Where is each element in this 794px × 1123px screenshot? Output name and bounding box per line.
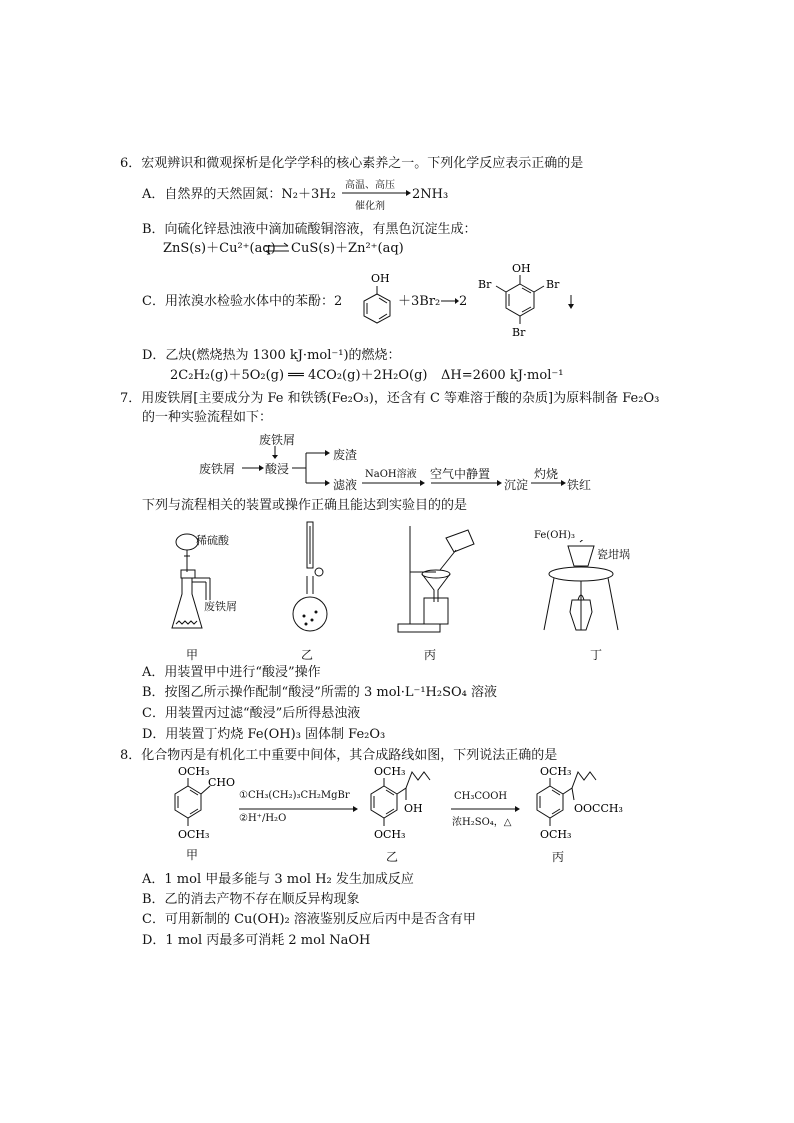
br-left: Br: [478, 278, 492, 291]
jia-acid-label: 稀硫酸: [196, 534, 229, 547]
q7-option-a: A．用装置甲中进行“酸浸”操作: [142, 665, 321, 680]
phenol-structure: [355, 270, 401, 330]
flow-acid-leach: 酸浸: [265, 462, 290, 476]
bing-ome-bottom: OCH₃: [540, 828, 572, 841]
jia-ome-bottom: OCH₃: [178, 828, 210, 841]
step1-reagent-top: ①CH₃(CH₂)₃CH₂MgBr: [239, 790, 350, 801]
flow-arrow-naoh: [361, 478, 427, 488]
yi-oh: OH: [404, 802, 423, 815]
label-yi: 乙: [301, 648, 314, 662]
tribromophenol-oh: OH: [512, 262, 531, 275]
q6-a-condition-top: 高温、高压: [345, 180, 395, 191]
br-right: Br: [546, 278, 560, 291]
flow-down-arrow: [270, 446, 280, 460]
flow-branch: [292, 448, 332, 490]
label-jia: 甲: [186, 648, 199, 662]
q7-option-b: B．按图乙所示操作配制“酸浸”所需的 3 mol·L⁻¹H₂SO₄ 溶液: [142, 685, 497, 700]
q7-stem-line2: 的一种实验流程如下：: [142, 410, 273, 425]
jia-scrap-label: 废铁屑: [204, 600, 237, 613]
label-ding: 丁: [590, 648, 603, 662]
flow-arrow-burn: [530, 478, 568, 488]
flow-arrow-1: [241, 462, 265, 474]
flow-naoh: NaOH溶液: [365, 469, 417, 480]
q6-d-equation: 2C₂H₂(g)＋5O₂(g) ══ 4CO₂(g)＋2H₂O(g): [170, 368, 428, 383]
q6-c-reagent: ＋3Br₂: [398, 294, 441, 309]
q8-option-c: C．可用新制的 Cu(OH)₂ 溶液鉴别反应后丙中是否含有甲: [142, 912, 476, 927]
q8-option-a: A．1 mol 甲最多能与 3 mol H₂ 发生加成反应: [142, 872, 414, 887]
q6-a-arrow: [340, 189, 412, 197]
jia-cho: CHO: [208, 776, 236, 789]
ding-feoh-label: Fe(OH)₃: [534, 530, 576, 541]
compound-jia: [164, 764, 244, 854]
q7-option-c: C．用装置丙过滤“酸浸”后所得悬浊液: [142, 706, 361, 721]
q8-option-d: D．1 mol 丙最多可消耗 2 mol NaOH: [142, 933, 371, 948]
bing-ester: OOCCH₃: [574, 802, 623, 815]
flow-product: 铁红: [567, 478, 592, 492]
br-bottom: Br: [512, 326, 526, 339]
q6-a-product: 2NH₃: [412, 187, 449, 202]
q6-d-enthalpy: ΔH=2600 kJ·mol⁻¹: [441, 368, 564, 383]
precipitate-arrow: [566, 294, 576, 310]
apparatus-bing: [396, 520, 480, 636]
q7-stem-line1: 7．用废铁屑[主要成分为 Fe 和铁锈(Fe₂O₃)，还含有 C 等难溶于酸的杂质]为原料制备 Fe₂O₃: [120, 391, 660, 406]
q6-option-b: B．向硫化锌悬浊液中滴加硫酸铜溶液，有黑色沉淀生成：: [142, 222, 477, 237]
compound-jia-label: 甲: [186, 848, 199, 862]
jia-ome-top: OCH₃: [178, 765, 210, 778]
flow-top-scrap: 废铁屑: [259, 433, 296, 447]
q6-stem: 6．宏观辨识和微观探析是化学学科的核心素养之一。下列化学反应表示正确的是: [120, 156, 584, 171]
ding-crucible-label: 瓷坩埚: [597, 548, 630, 561]
phenol-oh: OH: [371, 272, 390, 285]
step2-reagent-top: CH₃COOH: [454, 791, 508, 802]
q6-b-equation-right: CuS(s)＋Zn²⁺(aq): [291, 241, 404, 256]
step1-reagent-bottom: ②H⁺/H₂O: [239, 813, 287, 824]
flow-precipitate: 沉淀: [504, 478, 529, 492]
q6-b-equation-left: ZnS(s)＋Cu²⁺(aq): [163, 241, 276, 256]
q6-option-d: D．乙炔(燃烧热为 1300 kJ·mol⁻¹)的燃烧：: [142, 348, 401, 363]
q7-option-d: D．用装置丁灼烧 Fe(OH)₃ 固体制 Fe₂O₃: [142, 727, 386, 742]
flow-start: 废铁屑: [199, 462, 236, 476]
q6-c-coefficient: 2: [459, 294, 468, 309]
yi-ome-top: OCH₃: [374, 765, 406, 778]
compound-bing-label: 丙: [552, 850, 565, 864]
q6-a-condition-bottom: 催化剂: [355, 201, 385, 212]
q8-stem: 8．化合物丙是有机化工中重要中间体，其合成路线如图，下列说法正确的是: [120, 748, 558, 763]
compound-bing: [528, 764, 648, 854]
step2-reagent-bottom: 浓H₂SO₄，△: [452, 817, 512, 828]
yi-ome-bottom: OCH₃: [374, 828, 406, 841]
compound-yi: [362, 764, 458, 854]
q6-option-c: C．用浓溴水检验水体中的苯酚：2: [142, 294, 343, 309]
q6-option-a: A．自然界的天然固氮：N₂＋3H₂: [142, 187, 336, 202]
q8-option-b: B．乙的消去产物不存在顺反异构现象: [142, 892, 360, 907]
apparatus-yi: [290, 520, 334, 636]
flow-burn: 灼烧: [534, 467, 559, 481]
q6-c-arrow: [440, 296, 460, 306]
tribromophenol-structure: [476, 258, 572, 340]
label-bing: 丙: [424, 648, 437, 662]
compound-yi-label: 乙: [386, 850, 399, 864]
bing-ome-top: OCH₃: [540, 765, 572, 778]
flow-residue: 废渣: [333, 448, 358, 462]
q6-b-equilibrium-arrow: [264, 242, 290, 256]
q7-sub-question: 下列与流程相关的装置或操作正确且能达到实验目的的是: [142, 498, 468, 513]
flow-air: 空气中静置: [430, 467, 491, 481]
flow-arrow-air: [430, 478, 504, 488]
flow-filtrate: 滤液: [333, 478, 358, 492]
